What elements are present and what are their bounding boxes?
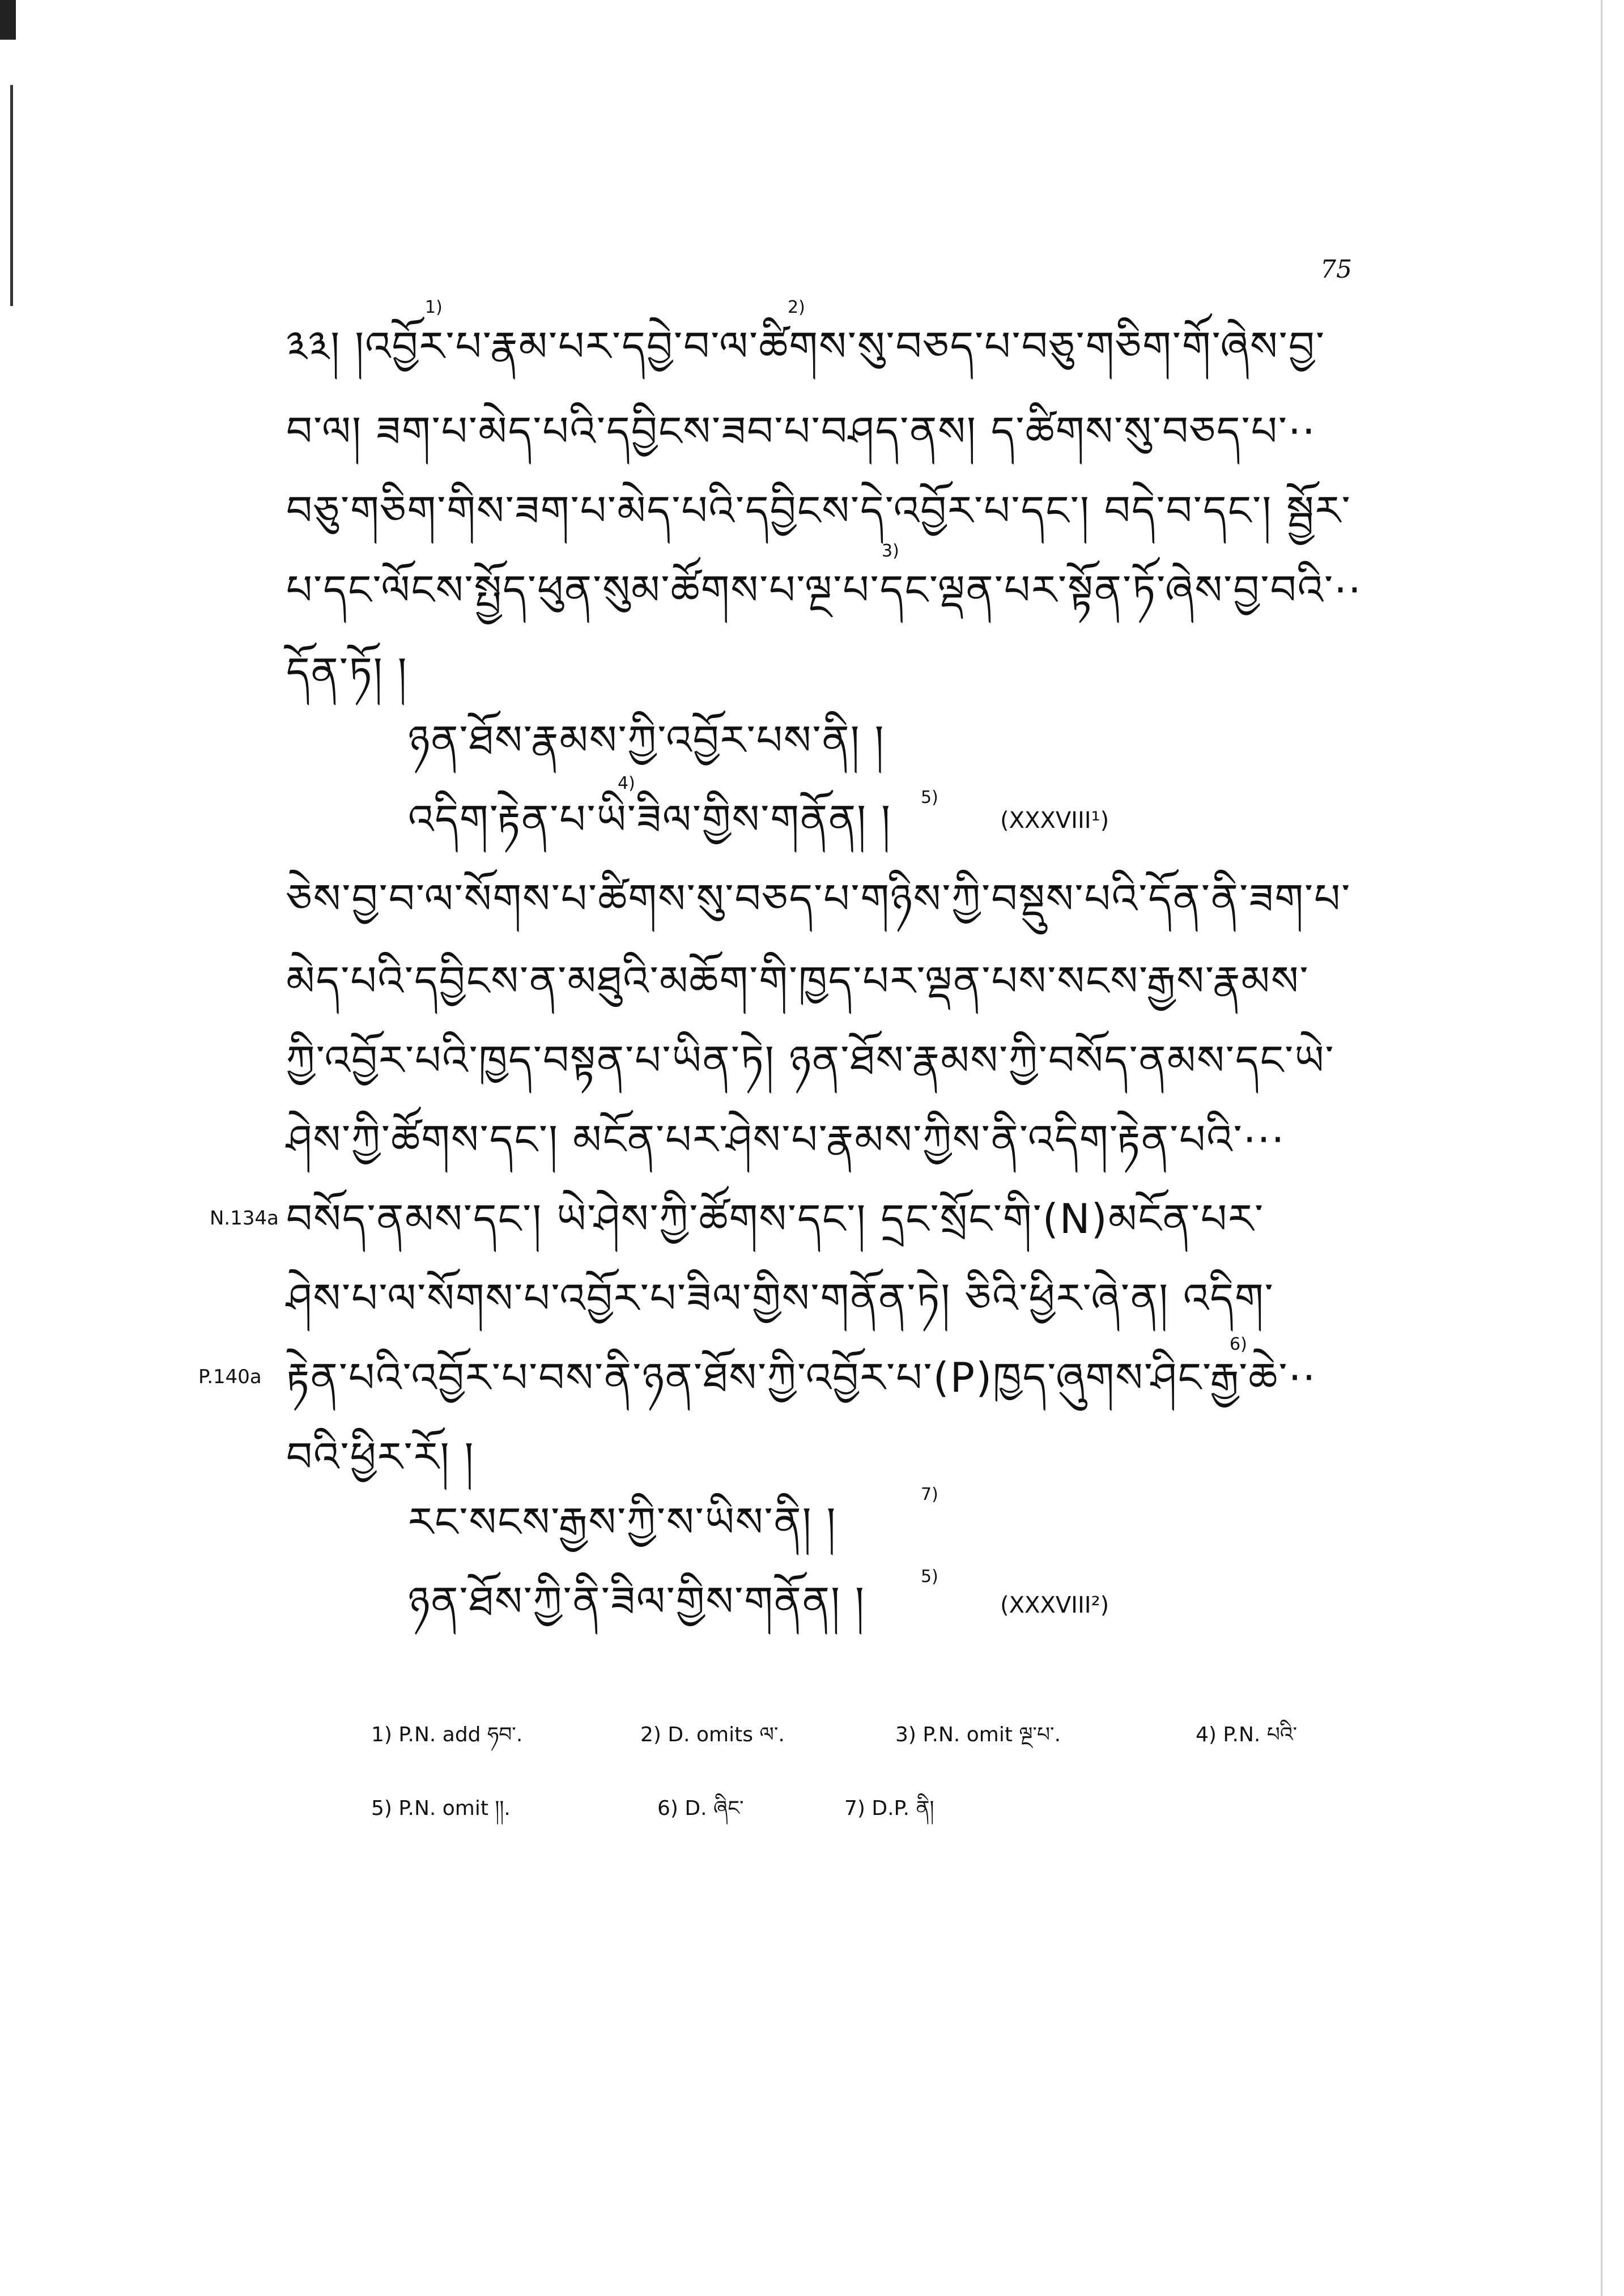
verse-2-line-2: ཉན་ཐོས་ཀྱི་ནི་ཟིལ་གྱིས་གནོན། །	[408, 1578, 865, 1625]
paragraph-2-line-7: རྟེན་པའི་འབྱོར་པ་བས་ནི་ཉན་ཐོས་ཀྱི་འབྱོར་པ་(P)ཁྱད་ཞུགས་ཤིང་རྒྱ་ཆེ་··	[286, 1354, 1317, 1401]
footnote-ref-2: 2)	[788, 297, 805, 317]
scan-right-edge	[1601, 0, 1602, 2296]
paragraph-1-line-3: བཅུ་གཅིག་གིས་ཟག་པ་མེད་པའི་དབྱིངས་དེ་འབྱོར་པ་དང་། བདེ་བ་དང་། སྦྱོར་	[286, 487, 1351, 534]
footnote-ref-5b: 5)	[921, 1567, 938, 1587]
verse-1-line-1: ཉན་ཐོས་རྣམས་ཀྱི་འབྱོར་པས་ནི། །	[408, 716, 885, 764]
scan-edge-mark	[0, 0, 16, 40]
verse-1-label: (XXXVIII¹)	[1000, 807, 1109, 834]
scan-edge-line	[10, 85, 13, 306]
footnote-2: 2) D. omits ལ་.	[640, 1723, 785, 1746]
paragraph-2-line-1: ཅེས་བྱ་བ་ལ་སོགས་པ་ཚིགས་སུ་བཅད་པ་གཉིས་ཀྱི་བསྡུས་པའི་དོན་ནི་ཟག་པ་	[286, 875, 1351, 922]
footnote-6: 6) D. ཞིང་	[657, 1797, 744, 1820]
footnote-3: 3) P.N. omit ལྔ་པ་.	[895, 1723, 1061, 1746]
footnote-ref-3: 3)	[882, 541, 899, 561]
page-number: 75	[1320, 255, 1352, 284]
footnote-5: 5) P.N. omit །།.	[371, 1797, 511, 1820]
paragraph-2-line-4: ཤེས་ཀྱི་ཚོགས་དང་། མངོན་པར་ཤེས་པ་རྣམས་ཀྱིས་ནི་འདིག་རྟེན་པའི་···	[286, 1116, 1286, 1163]
margin-ref-n: N.134a	[210, 1207, 279, 1230]
verse-2-line-1: རང་སངས་རྒྱས་ཀྱི་ས་ཡིས་ནི། །	[408, 1498, 837, 1546]
paragraph-2-line-5: བསོད་ནམས་དང་། ཡེ་ཤེས་ཀྱི་ཚོགས་དང་། དྲང་སྲོང་གི་(N)མངོན་པར་	[286, 1195, 1265, 1243]
paragraph-2-line-6: ཤེས་པ་ལ་སོགས་པ་འབྱོར་པ་ཟིལ་གྱིས་གནོན་ཏེ། ཅིའི་ཕྱིར་ཞེ་ན། འདིག་	[286, 1274, 1274, 1322]
footnote-ref-7: 7)	[921, 1485, 938, 1504]
margin-ref-p: P.140a	[198, 1366, 262, 1388]
paragraph-2-line-3: ཀྱི་འབྱོར་པའི་ཁྱད་བསྟན་པ་ཡིན་ཏེ། ཉན་ཐོས་རྣམས་ཀྱི་བསོད་ནམས་དང་ཡེ་	[286, 1036, 1335, 1084]
paragraph-1-line-2: བ་ལ། ཟག་པ་མེད་པའི་དབྱིངས་ཟབ་པ་བཤད་ནས། ད་ཚིགས་སུ་བཅད་པ་··	[286, 407, 1316, 455]
paragraph-1-line-5: དོན་ཏོ། །	[286, 648, 408, 696]
paragraph-1-line-4: པ་དང་ལོངས་སྤྱོད་ཕུན་སུམ་ཚོགས་པ་ལྔ་པ་དང་ལྡན་པར་སྟོན་ཏོ་ཞེས་བྱ་བའི་··	[286, 566, 1362, 614]
footnote-1: 1) P.N. add ཧབ་.	[371, 1723, 523, 1746]
paragraph-2-line-8: བའི་ཕྱིར་རོ། །	[286, 1433, 475, 1481]
footnote-ref-5a: 5)	[921, 788, 938, 807]
footnote-4: 4) P.N. པའི་	[1196, 1723, 1298, 1746]
paragraph-1-line-1: ༣༣། །འབྱོར་པ་རྣམ་པར་དབྱེ་བ་ལ་ཚིགས་སུ་བཅད་པ་བཅུ་གཅིག་གོ་ཞེས་བྱ་	[286, 322, 1325, 370]
footnote-7: 7) D.P. ནི།	[844, 1797, 934, 1820]
verse-1-line-2: འདིག་རྟེན་པ་ཡི་ཟིལ་གྱིས་གནོན། །	[408, 796, 891, 843]
footnote-ref-1: 1)	[425, 297, 443, 317]
verse-2-label: (XXXVIII²)	[1000, 1592, 1109, 1618]
paragraph-2-line-2: མེད་པའི་དབྱིངས་ན་མཐུའི་མཆོག་གི་ཁྱད་པར་ལྡན་པས་སངས་རྒྱས་རྣམས་	[286, 957, 1310, 1005]
footnote-ref-6: 6)	[1230, 1334, 1247, 1354]
footnote-ref-4: 4)	[618, 773, 635, 793]
